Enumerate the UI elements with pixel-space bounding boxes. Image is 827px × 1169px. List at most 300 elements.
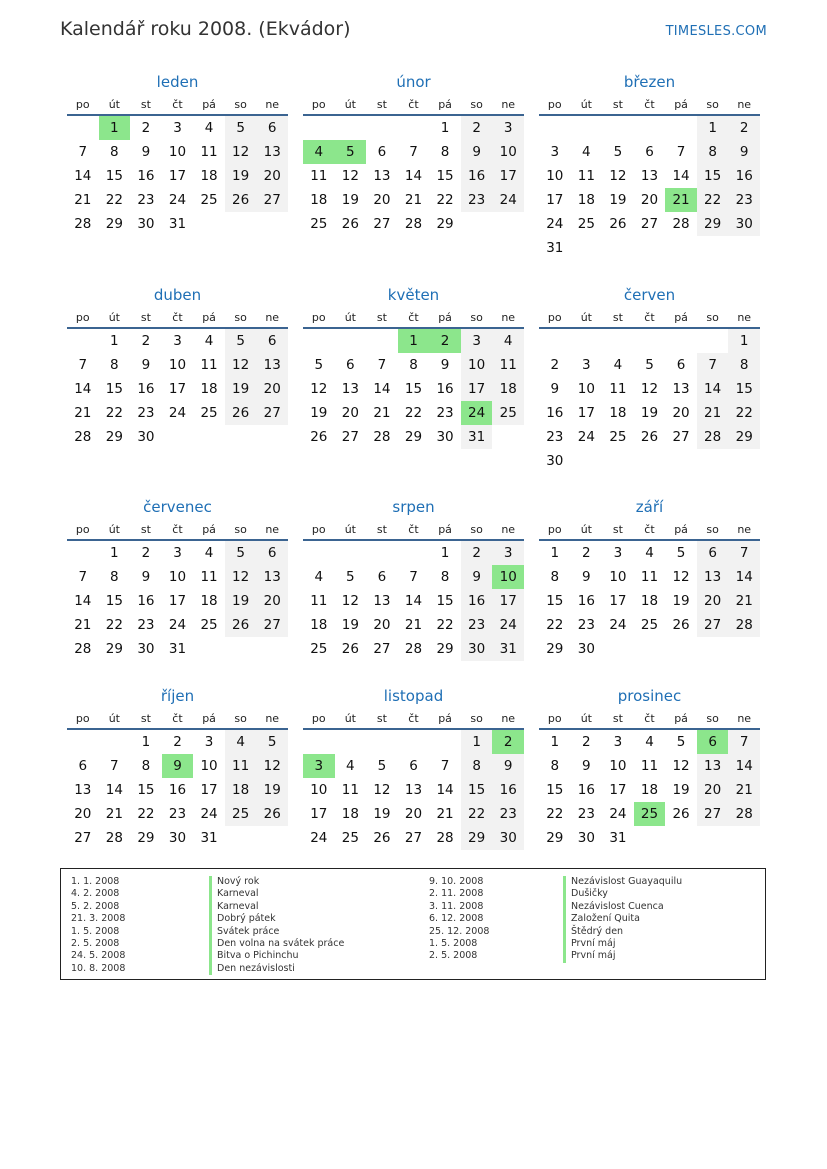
day-cell: 23 — [137, 617, 155, 633]
month-block — [303, 497, 524, 661]
day-cell: 26 — [225, 188, 257, 212]
weekday-label: st — [140, 311, 151, 324]
day-cell: 6 — [409, 758, 418, 774]
day-cell: 30 — [137, 641, 155, 657]
holiday-day-cell: 25 — [634, 802, 666, 826]
empty-day-cell — [398, 730, 430, 754]
day-cell: 6 — [645, 144, 654, 160]
empty-day-cell — [366, 541, 398, 565]
legend-dates-left — [71, 876, 125, 975]
day-cell: 31 — [492, 637, 524, 661]
day-cell: 5 — [225, 329, 257, 353]
day-cell: 25 — [640, 617, 659, 633]
day-cell: 28 — [404, 641, 423, 657]
day-cell: 14 — [436, 782, 454, 798]
day-cell: 22 — [105, 617, 123, 633]
day-cell: 5 — [346, 569, 355, 585]
weekday-label: pá — [674, 523, 688, 536]
day-cell: 29 — [105, 216, 123, 232]
day-cell: 11 — [200, 144, 218, 160]
day-cell: 9 — [141, 569, 151, 585]
day-cell: 7 — [697, 353, 729, 377]
day-cell: 17 — [168, 593, 187, 609]
weekday-label: čt — [408, 712, 419, 725]
day-cell: 14 — [373, 381, 391, 397]
day-cell: 28 — [697, 425, 729, 449]
day-cell: 24 — [200, 806, 218, 822]
empty-day-cell — [99, 730, 131, 754]
day-cell: 11 — [577, 168, 595, 184]
day-cell: 24 — [168, 192, 187, 208]
empty-day-cell — [303, 116, 335, 140]
day-cell: 10 — [168, 357, 187, 373]
weekday-label: so — [470, 311, 483, 324]
day-cell: 12 — [225, 565, 257, 589]
empty-day-cell — [67, 116, 99, 140]
weekday-label: st — [140, 523, 151, 536]
day-grid — [539, 730, 760, 850]
legend-date: 1. 5. 2008 — [429, 937, 478, 949]
month-name: červen — [623, 286, 676, 304]
day-cell: 27 — [640, 216, 659, 232]
day-cell: 28 — [404, 216, 423, 232]
day-cell: 7 — [78, 569, 88, 585]
weekday-label: ne — [265, 712, 280, 725]
day-cell: 8 — [409, 357, 418, 373]
day-cell: 3 — [613, 545, 623, 561]
legend-date: 4. 2. 2008 — [71, 888, 120, 900]
day-grid — [67, 541, 288, 661]
weekday-label: ne — [265, 98, 280, 111]
day-cell: 24 — [168, 617, 187, 633]
day-cell: 31 — [546, 240, 564, 256]
day-cell: 25 — [609, 429, 627, 445]
day-cell: 25 — [577, 216, 595, 232]
day-cell: 3 — [492, 116, 524, 140]
legend-date: 2. 11. 2008 — [429, 888, 484, 900]
day-cell: 5 — [225, 116, 257, 140]
weekday-label: čt — [172, 523, 183, 536]
day-cell: 18 — [640, 593, 659, 609]
month-name: září — [635, 498, 664, 516]
empty-day-cell — [335, 541, 367, 565]
month-block — [539, 72, 760, 260]
day-cell: 25 — [341, 830, 359, 846]
weekday-label: st — [140, 98, 151, 111]
day-grid — [303, 730, 524, 850]
day-cell: 3 — [550, 144, 560, 160]
weekday-header — [67, 92, 288, 116]
day-cell: 15 — [436, 593, 454, 609]
day-cell: 2 — [141, 120, 151, 136]
day-cell: 9 — [582, 569, 591, 585]
day-cell: 18 — [640, 782, 659, 798]
day-cell: 7 — [377, 357, 387, 373]
day-cell: 17 — [492, 164, 524, 188]
day-cell: 28 — [105, 830, 123, 846]
day-cell: 10 — [168, 144, 187, 160]
day-cell: 17 — [546, 192, 564, 208]
day-cell: 27 — [373, 216, 391, 232]
brand-logo-text[interactable]: TIMESLES.COM — [665, 24, 767, 39]
weekday-label: út — [580, 98, 592, 111]
day-cell: 30 — [577, 641, 595, 657]
day-cell: 4 — [582, 144, 591, 160]
day-cell: 22 — [105, 192, 123, 208]
legend-date: 3. 11. 2008 — [429, 900, 484, 912]
day-cell: 2 — [461, 541, 493, 565]
day-cell: 6 — [78, 758, 88, 774]
day-cell: 1 — [461, 730, 493, 754]
legend-date: 24. 5. 2008 — [71, 950, 126, 962]
holiday-day-cell: 2 — [429, 329, 461, 353]
day-cell: 13 — [373, 593, 391, 609]
day-cell: 19 — [672, 593, 690, 609]
day-cell: 15 — [461, 778, 493, 802]
day-cell: 16 — [137, 168, 155, 184]
weekday-label: po — [311, 523, 326, 536]
day-cell: 7 — [409, 144, 418, 160]
day-cell: 24 — [492, 188, 524, 212]
day-cell: 22 — [404, 405, 423, 421]
day-cell: 1 — [728, 329, 760, 353]
weekday-label: pá — [438, 712, 452, 725]
day-cell: 19 — [225, 377, 257, 401]
day-cell: 3 — [173, 120, 182, 136]
day-grid — [539, 541, 760, 661]
day-cell: 11 — [200, 357, 218, 373]
day-cell: 12 — [672, 569, 690, 585]
day-cell: 25 — [200, 405, 218, 421]
day-cell: 23 — [546, 429, 564, 445]
day-cell: 19 — [310, 405, 328, 421]
day-cell: 25 — [200, 192, 218, 208]
legend-holiday-name: První máj — [563, 938, 682, 950]
day-cell: 7 — [110, 758, 119, 774]
day-cell: 29 — [546, 641, 564, 657]
day-cell: 19 — [672, 782, 690, 798]
weekday-label: út — [344, 98, 356, 111]
weekday-label: so — [234, 712, 247, 725]
weekday-label: po — [547, 98, 562, 111]
month-block — [539, 497, 760, 661]
weekday-label: so — [234, 523, 247, 536]
legend-holiday-name: Nezávislost Cuenca — [563, 901, 682, 913]
empty-day-cell — [602, 116, 634, 140]
day-cell: 26 — [672, 617, 690, 633]
day-cell: 12 — [225, 140, 257, 164]
holiday-day-cell: 9 — [162, 754, 194, 778]
month-block — [303, 72, 524, 236]
day-cell: 14 — [404, 593, 423, 609]
day-cell: 21 — [74, 617, 92, 633]
weekday-label: út — [344, 712, 356, 725]
day-grid — [539, 329, 760, 473]
day-cell: 11 — [200, 569, 218, 585]
day-cell: 24 — [577, 429, 595, 445]
day-cell: 6 — [377, 569, 387, 585]
day-cell: 2 — [141, 545, 151, 561]
month-name: srpen — [392, 498, 435, 516]
day-cell: 31 — [168, 216, 187, 232]
day-cell: 5 — [676, 545, 686, 561]
day-cell: 4 — [204, 120, 214, 136]
legend-date: 2. 5. 2008 — [71, 937, 120, 949]
day-cell: 9 — [492, 754, 524, 778]
day-cell: 12 — [640, 381, 659, 397]
day-cell: 20 — [640, 192, 659, 208]
empty-day-cell — [634, 329, 666, 353]
empty-day-cell — [398, 541, 430, 565]
day-cell: 26 — [341, 216, 359, 232]
legend-holiday-name: Nový rok — [209, 876, 344, 888]
empty-day-cell — [366, 730, 398, 754]
day-cell: 25 — [310, 216, 328, 232]
day-cell: 19 — [256, 778, 288, 802]
month-block — [67, 686, 288, 850]
weekday-label: ne — [265, 523, 280, 536]
weekday-label: so — [470, 523, 483, 536]
holiday-day-cell: 3 — [303, 754, 335, 778]
day-cell: 8 — [110, 357, 119, 373]
month-name: únor — [396, 73, 431, 91]
day-cell: 13 — [256, 353, 288, 377]
month-block — [303, 285, 524, 449]
day-cell: 2 — [461, 116, 493, 140]
day-cell: 25 — [225, 802, 257, 826]
day-cell: 17 — [609, 782, 627, 798]
day-cell: 15 — [404, 381, 423, 397]
legend-holiday-name: Den nezávislosti — [209, 963, 344, 975]
day-cell: 11 — [609, 381, 627, 397]
day-cell: 8 — [440, 569, 450, 585]
weekday-label: út — [344, 523, 356, 536]
day-cell: 29 — [461, 826, 493, 850]
day-cell: 27 — [404, 830, 423, 846]
weekday-label: po — [75, 523, 90, 536]
day-cell: 13 — [341, 381, 359, 397]
day-grid — [67, 116, 288, 236]
empty-day-cell — [335, 730, 367, 754]
weekday-label: so — [234, 98, 247, 111]
day-cell: 30 — [168, 830, 187, 846]
day-cell: 17 — [168, 168, 187, 184]
day-cell: 20 — [256, 377, 288, 401]
day-cell: 19 — [373, 806, 391, 822]
legend-holiday-name: První máj — [563, 950, 682, 962]
holiday-day-cell: 5 — [335, 140, 367, 164]
day-cell: 20 — [672, 405, 690, 421]
weekday-label: ne — [501, 311, 516, 324]
day-cell: 24 — [609, 806, 627, 822]
day-cell: 21 — [728, 589, 760, 613]
day-cell: 13 — [697, 565, 729, 589]
day-cell: 23 — [436, 405, 454, 421]
empty-day-cell — [634, 116, 666, 140]
day-cell: 9 — [550, 381, 560, 397]
weekday-label: so — [706, 523, 719, 536]
weekday-label: pá — [438, 98, 452, 111]
weekday-label: po — [75, 311, 90, 324]
day-cell: 1 — [110, 333, 119, 349]
day-cell: 4 — [204, 333, 214, 349]
day-cell: 17 — [168, 381, 187, 397]
weekday-label: út — [108, 311, 120, 324]
weekday-label: st — [612, 98, 623, 111]
weekday-label: čt — [408, 311, 419, 324]
day-cell: 11 — [341, 782, 359, 798]
empty-day-cell — [398, 116, 430, 140]
day-cell: 1 — [697, 116, 729, 140]
day-cell: 22 — [436, 192, 454, 208]
day-cell: 20 — [256, 164, 288, 188]
day-cell: 9 — [440, 357, 450, 373]
month-block — [539, 686, 760, 850]
empty-day-cell — [335, 329, 367, 353]
day-cell: 7 — [78, 357, 88, 373]
day-cell: 23 — [492, 802, 524, 826]
weekday-label: út — [108, 523, 120, 536]
weekday-label: so — [234, 311, 247, 324]
day-cell: 17 — [492, 589, 524, 613]
day-cell: 23 — [137, 192, 155, 208]
legend-date: 25. 12. 2008 — [429, 925, 490, 937]
day-cell: 17 — [461, 377, 493, 401]
weekday-label: čt — [644, 311, 655, 324]
day-cell: 11 — [640, 758, 659, 774]
day-cell: 12 — [341, 593, 359, 609]
day-cell: 14 — [74, 593, 92, 609]
day-cell: 14 — [74, 381, 92, 397]
day-cell: 11 — [225, 754, 257, 778]
day-cell: 25 — [200, 617, 218, 633]
empty-day-cell — [665, 116, 697, 140]
day-cell: 23 — [577, 806, 595, 822]
empty-day-cell — [67, 541, 99, 565]
legend-date: 6. 12. 2008 — [429, 913, 484, 925]
weekday-label: ne — [501, 712, 516, 725]
day-grid — [539, 116, 760, 260]
month-name: červenec — [143, 498, 212, 516]
weekday-label: st — [612, 311, 623, 324]
weekday-header — [539, 92, 760, 116]
day-cell: 12 — [609, 168, 627, 184]
day-cell: 28 — [728, 613, 760, 637]
weekday-label: pá — [202, 712, 216, 725]
holiday-day-cell: 10 — [492, 565, 524, 589]
day-cell: 22 — [436, 617, 454, 633]
weekday-label: st — [376, 311, 387, 324]
legend-names-left — [209, 876, 344, 975]
day-cell: 7 — [440, 758, 450, 774]
day-cell: 22 — [697, 188, 729, 212]
weekday-label: ne — [265, 311, 280, 324]
day-cell: 29 — [436, 216, 454, 232]
weekday-label: po — [547, 311, 562, 324]
day-cell: 21 — [436, 806, 454, 822]
legend-date: 2. 5. 2008 — [429, 950, 478, 962]
day-cell: 27 — [697, 802, 729, 826]
day-cell: 23 — [461, 613, 493, 637]
day-cell: 6 — [256, 541, 288, 565]
day-cell: 19 — [609, 192, 627, 208]
weekday-label: ne — [737, 523, 752, 536]
day-cell: 30 — [137, 216, 155, 232]
day-cell: 29 — [728, 425, 760, 449]
day-cell: 26 — [341, 641, 359, 657]
day-cell: 24 — [609, 617, 627, 633]
day-cell: 9 — [141, 144, 151, 160]
day-cell: 18 — [310, 617, 328, 633]
day-cell: 31 — [461, 425, 493, 449]
day-cell: 8 — [697, 140, 729, 164]
day-cell: 29 — [137, 830, 155, 846]
weekday-label: pá — [202, 311, 216, 324]
day-cell: 27 — [256, 613, 288, 637]
day-cell: 3 — [582, 357, 591, 373]
day-cell: 26 — [225, 401, 257, 425]
weekday-label: so — [706, 98, 719, 111]
day-cell: 3 — [173, 545, 182, 561]
day-cell: 13 — [373, 168, 391, 184]
day-cell: 18 — [225, 778, 257, 802]
day-cell: 3 — [204, 734, 214, 750]
day-cell: 30 — [137, 429, 155, 445]
day-cell: 6 — [676, 357, 686, 373]
day-cell: 20 — [373, 192, 391, 208]
weekday-label: čt — [408, 98, 419, 111]
weekday-label: po — [311, 311, 326, 324]
day-cell: 15 — [105, 381, 123, 397]
weekday-label: pá — [674, 311, 688, 324]
weekday-header — [539, 706, 760, 730]
month-name: březen — [623, 73, 676, 91]
day-cell: 4 — [225, 730, 257, 754]
day-cell: 11 — [492, 353, 524, 377]
day-cell: 29 — [546, 830, 564, 846]
day-cell: 5 — [225, 541, 257, 565]
day-cell: 10 — [609, 569, 627, 585]
day-cell: 12 — [225, 353, 257, 377]
day-cell: 10 — [609, 758, 627, 774]
weekday-label: ne — [737, 98, 752, 111]
weekday-label: ne — [737, 712, 752, 725]
day-cell: 2 — [141, 333, 151, 349]
day-cell: 28 — [728, 802, 760, 826]
day-cell: 13 — [404, 782, 423, 798]
weekday-label: út — [108, 98, 120, 111]
day-cell: 7 — [78, 144, 88, 160]
day-cell: 16 — [577, 782, 595, 798]
day-cell: 13 — [256, 565, 288, 589]
day-cell: 10 — [168, 569, 187, 585]
holiday-day-cell: 21 — [665, 188, 697, 212]
day-cell: 29 — [436, 641, 454, 657]
day-cell: 20 — [74, 806, 92, 822]
legend-holiday-name: Karneval — [209, 901, 344, 913]
day-cell: 23 — [168, 806, 187, 822]
day-cell: 29 — [697, 212, 729, 236]
day-cell: 23 — [137, 405, 155, 421]
day-cell: 29 — [404, 429, 423, 445]
day-cell: 23 — [728, 188, 760, 212]
day-cell: 27 — [373, 641, 391, 657]
weekday-label: st — [140, 712, 151, 725]
day-cell: 21 — [105, 806, 123, 822]
day-cell: 30 — [436, 429, 454, 445]
day-cell: 11 — [310, 168, 328, 184]
day-cell: 9 — [461, 565, 493, 589]
